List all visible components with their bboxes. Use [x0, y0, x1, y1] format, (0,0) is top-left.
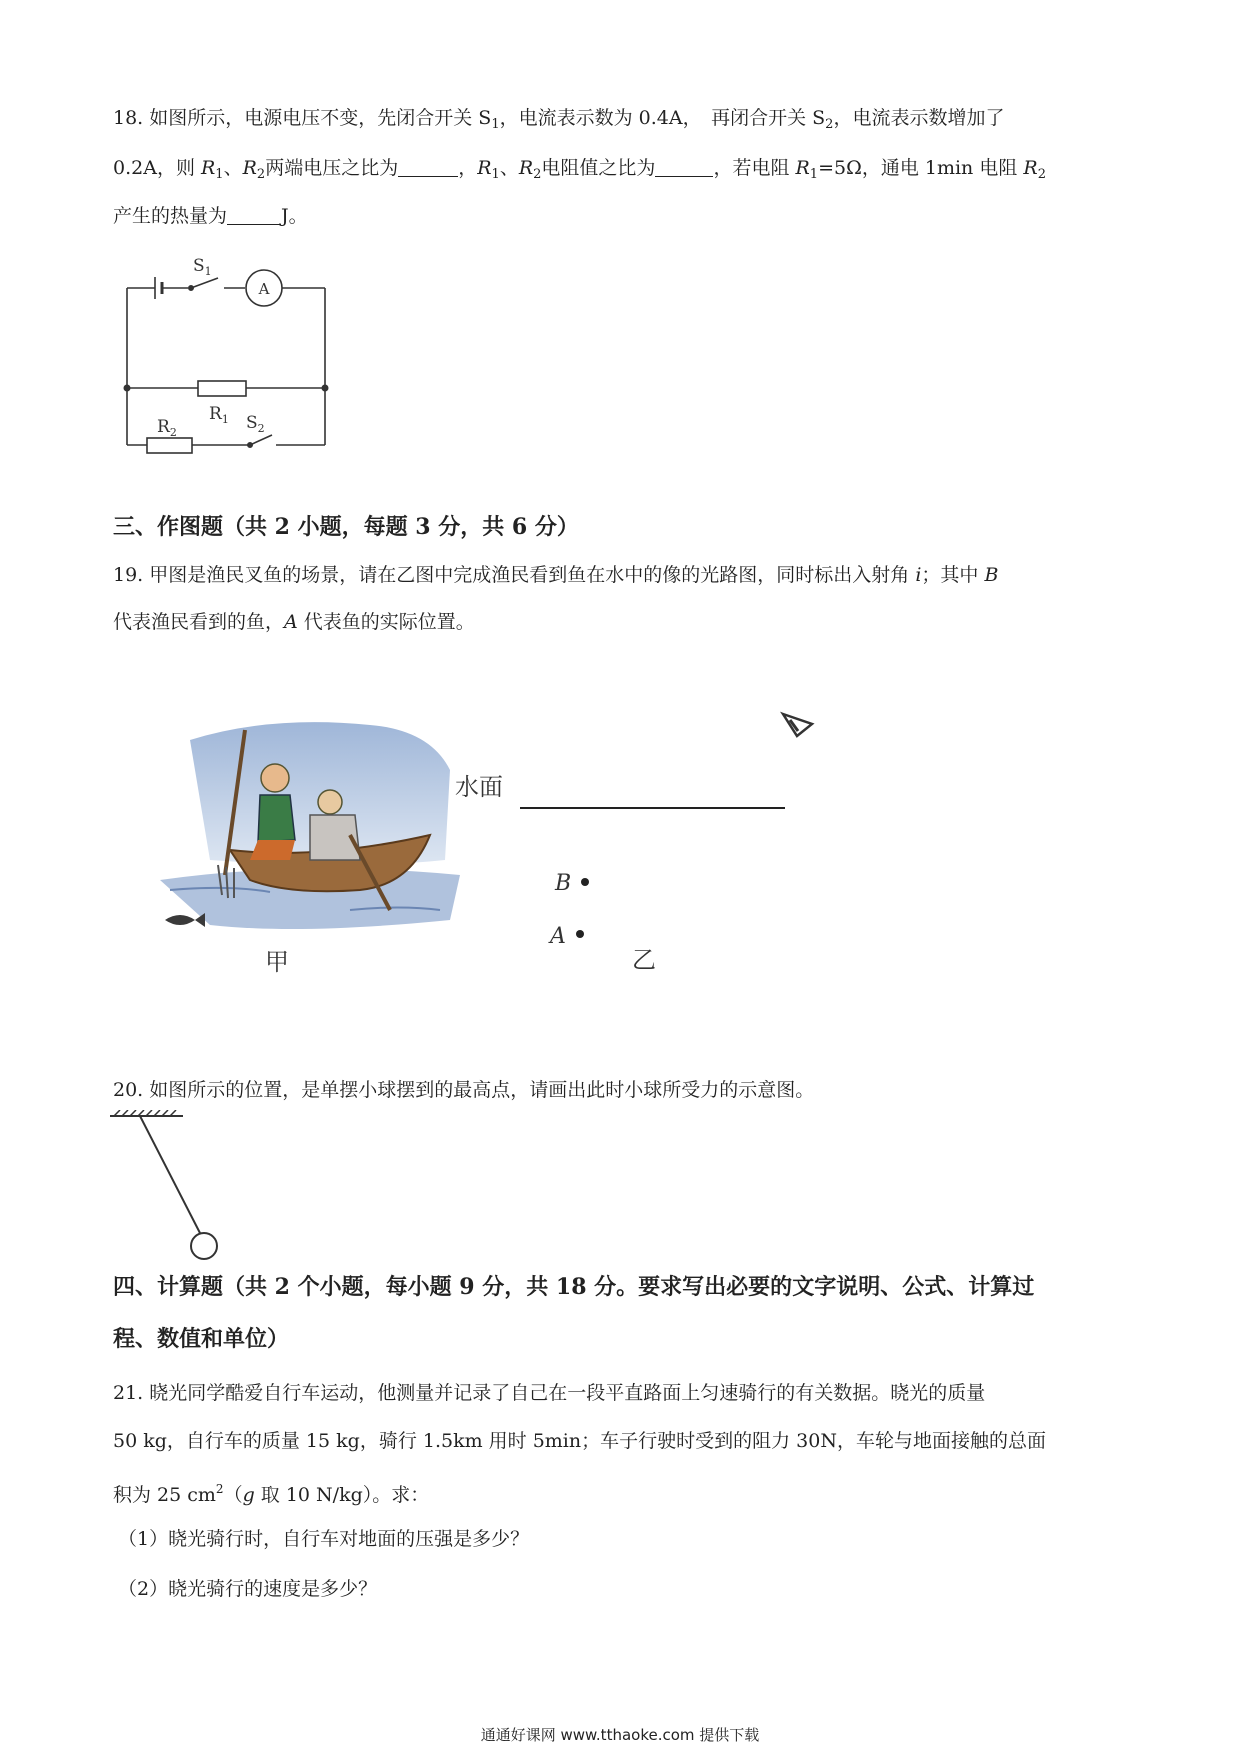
- answer-blank-2[interactable]: [655, 158, 713, 177]
- switch-s1-sub: 1: [204, 265, 212, 278]
- resistor-r1-sub: 1: [221, 413, 229, 426]
- resistor-symbol: R: [1023, 157, 1038, 179]
- q18-text: ，若电阻: [713, 157, 796, 179]
- switch-s2-label: S: [246, 413, 258, 433]
- pendulum-ball: [191, 1233, 217, 1259]
- junction-node: [124, 385, 131, 392]
- q18-text: 产生的热量为: [113, 205, 228, 227]
- q19-text: 19. 甲图是渔民叉鱼的场景，请在乙图中完成渔民看到鱼在水中的像的光路图，同时标出入射角: [113, 564, 916, 586]
- q19-line-2: [113, 599, 475, 645]
- q18-text: ，电流表示数为 0.4A， 再闭合开关 S: [499, 107, 826, 129]
- light-path-diagram: [440, 700, 840, 980]
- q18-text: 18. 如图所示，电源电压不变，先闭合开关 S: [113, 107, 492, 129]
- q20-line-1: 20. 如图所示的位置，是单摆小球摆到的最高点，请画出此时小球所受力的示意图。: [113, 1079, 815, 1101]
- svg-text:R1: [209, 404, 229, 426]
- q21-subquestion-2: （2）晓光骑行的速度是多少？: [118, 1578, 378, 1600]
- q18-text: 、: [223, 157, 243, 179]
- resistor-r1-label: R: [209, 404, 222, 424]
- point-b-symbol: B: [984, 564, 999, 586]
- q18-sub: 2: [825, 117, 834, 132]
- q18-text: 电阻值之比为: [541, 157, 656, 179]
- q18-line-3: [113, 193, 308, 239]
- water-surface-label: 水面: [455, 773, 503, 801]
- section-4-title-line-2: 程、数值和单位）: [113, 1326, 290, 1352]
- q19-text: 代表渔民看到的鱼，: [113, 611, 285, 633]
- gravity-symbol: g: [242, 1484, 255, 1506]
- svg-text:S2: [246, 413, 265, 435]
- q21-line-3: [113, 1466, 429, 1518]
- q18-text: 0.2A，则: [113, 157, 201, 179]
- resistor-symbol: R: [200, 157, 216, 179]
- pendulum-string: [140, 1116, 201, 1235]
- point-b-dot: [581, 878, 589, 886]
- q21-text: 取 10 N/kg）。求：: [254, 1484, 430, 1506]
- q18-sub: 2: [533, 167, 542, 182]
- answer-blank-1[interactable]: [398, 158, 458, 177]
- resistor-r2-label: R: [157, 417, 170, 437]
- q18-text: ，电流表示数增加了: [833, 107, 1005, 129]
- q18-text: 、: [499, 157, 519, 179]
- q21-text: 积为 25 cm: [113, 1484, 216, 1506]
- point-a-symbol: A: [284, 611, 298, 633]
- resistor-symbol: R: [242, 157, 257, 179]
- q19-text: 代表鱼的实际位置。: [297, 611, 475, 633]
- q18-sub: 2: [1037, 167, 1046, 182]
- q21-subquestion-1: （1）晓光骑行时，自行车对地面的压强是多少？: [118, 1528, 530, 1550]
- q21-line-1: 21. 晓光同学酷爱自行车运动，他测量并记录了自己在一段平直路面上匀速骑行的有关数据。晓光的质量: [113, 1382, 986, 1404]
- resistor-symbol: R: [795, 157, 810, 179]
- q18-sub: 1: [215, 167, 224, 182]
- q18-line-1: [113, 95, 1004, 148]
- q18-text: 两端电压之比为: [265, 157, 399, 179]
- q21-line-2: 50 kg，自行车的质量 15 kg，骑行 1.5km 用时 5min；车子行驶时受到的阻力 30N，车轮与地面接触的总面: [113, 1430, 1046, 1452]
- pendulum-diagram: [108, 1110, 238, 1270]
- resistor-symbol: R: [477, 157, 492, 179]
- svg-text:R2: [157, 417, 177, 439]
- q18-sub: 2: [256, 167, 266, 182]
- q18-sub: 1: [491, 117, 500, 132]
- incidence-angle-symbol: i: [915, 564, 922, 586]
- q18-sub: 1: [809, 167, 819, 182]
- eye-icon: [783, 714, 812, 736]
- point-a-label: A: [550, 924, 566, 949]
- figure-label-jia: 甲: [265, 948, 289, 976]
- point-a-dot: [576, 930, 584, 938]
- circuit-diagram: [100, 245, 380, 465]
- q19-line-1: [113, 552, 998, 598]
- switch-s1-label: S: [193, 256, 205, 276]
- svg-text:S1: [193, 256, 212, 278]
- switch-s2-sub: 2: [257, 422, 265, 435]
- resistor-symbol: R: [518, 157, 534, 179]
- q18-text: J。: [281, 205, 308, 227]
- q18-sub: 1: [491, 167, 500, 182]
- figure-label-yi: 乙: [632, 946, 656, 974]
- page-footer: 通通好课网 www.tthaoke.com 提供下载: [480, 1726, 760, 1744]
- answer-blank-3[interactable]: [227, 206, 281, 225]
- q18-text: ，: [458, 157, 478, 179]
- junction-node: [322, 385, 329, 392]
- fisherman-illustration: [150, 710, 470, 980]
- q18-line-2: [113, 145, 1046, 198]
- q21-superscript: 2: [215, 1482, 224, 1496]
- section-4-title-line-1: 四、计算题（共 2 个小题，每小题 9 分，共 18 分。要求写出必要的文字说明、公式、计算过: [113, 1274, 1035, 1300]
- q21-text: （: [223, 1484, 243, 1506]
- point-b-label: B: [555, 871, 572, 896]
- q19-text: ；其中: [921, 564, 985, 586]
- ammeter-label: A: [258, 280, 270, 298]
- resistor-r2-sub: 2: [169, 426, 177, 439]
- section-3-title: 三、作图题（共 2 小题，每题 3 分，共 6 分）: [113, 514, 579, 540]
- q18-text: =5Ω，通电 1min 电阻: [818, 157, 1024, 179]
